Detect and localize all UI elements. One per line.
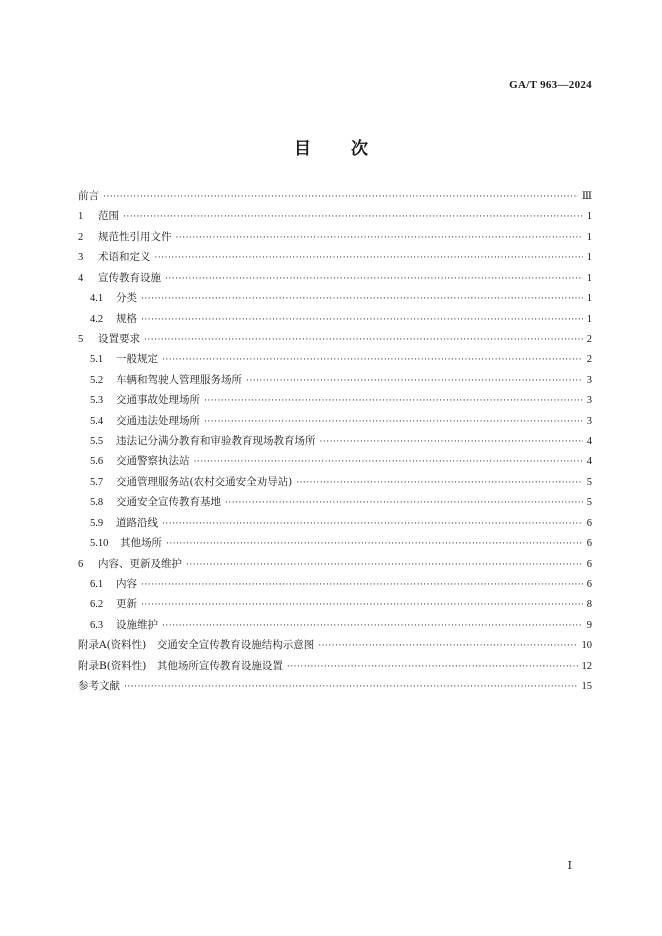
toc-entry-page: 8 <box>586 599 592 611</box>
toc-entry-title: 附录A(资料性) 交通安全宣传教育设施结构示意图 <box>78 639 315 652</box>
toc-leader-dots <box>204 391 583 411</box>
toc-entry-page: 2 <box>586 354 592 366</box>
toc-entry-number: 4.2 <box>90 313 104 325</box>
toc-entry-page: 2 <box>586 333 592 345</box>
toc-entry-page: 1 <box>586 211 592 223</box>
toc-leader-dots <box>124 677 578 697</box>
toc-entry-page: 3 <box>586 374 592 386</box>
toc-entry-title: 术语和定义 <box>98 251 151 264</box>
toc-entry-number: 5.5 <box>90 436 104 448</box>
toc-entry-page: 5 <box>586 476 592 488</box>
toc-entry-title: 更新 <box>116 598 137 611</box>
toc-entry[interactable] <box>78 349 592 369</box>
toc-leader-dots <box>225 493 583 513</box>
toc-entry-page: 1 <box>586 313 592 325</box>
toc-entry-page: 6 <box>586 558 592 570</box>
toc-leader-dots <box>246 371 583 391</box>
toc-entry[interactable] <box>78 206 592 226</box>
toc-entry-title: 宣传教育设施 <box>98 271 161 284</box>
toc-entry[interactable] <box>78 268 592 288</box>
toc-leader-dots <box>162 350 583 370</box>
toc-entry-title: 设施维护 <box>116 618 158 631</box>
toc-entry[interactable] <box>78 513 592 533</box>
toc-entry[interactable] <box>78 309 592 329</box>
toc-entry-page: 5 <box>586 497 592 509</box>
toc-entry-title: 分类 <box>116 292 137 305</box>
toc-entry-title: 范围 <box>98 210 119 223</box>
toc-entry[interactable] <box>78 656 592 676</box>
toc-entry[interactable] <box>78 594 592 614</box>
toc-entry-page: 4 <box>586 456 592 468</box>
toc-entry-page: 3 <box>586 395 592 407</box>
toc-entry[interactable] <box>78 186 592 206</box>
toc-leader-dots <box>141 595 583 615</box>
toc-entry-title: 其他场所 <box>120 537 162 550</box>
toc-entry-number: 5.4 <box>90 415 104 427</box>
toc-leader-dots <box>194 452 583 472</box>
toc-leader-dots <box>141 310 583 330</box>
toc-entry-number: 5.1 <box>90 354 104 366</box>
toc-entry-title: 内容 <box>116 578 137 591</box>
toc-entry-title: 前言 <box>78 190 99 202</box>
toc-leader-dots <box>144 330 583 350</box>
toc-entry-title: 参考文献 <box>78 680 120 693</box>
toc-entry-title: 车辆和驾驶人管理服务场所 <box>116 373 242 386</box>
toc-entry-number: 6.3 <box>90 619 104 631</box>
document-code: GA/T 963—2024 <box>509 79 592 91</box>
toc-entry[interactable] <box>78 472 592 492</box>
toc-entry[interactable] <box>78 492 592 512</box>
toc-entry-page: Ⅲ <box>581 191 592 202</box>
toc-leader-dots <box>141 289 583 309</box>
toc-entry[interactable] <box>78 288 592 308</box>
toc-entry-title: 规范性引用文件 <box>98 230 172 243</box>
toc-entry-title: 内容、更新及维护 <box>98 557 182 570</box>
toc-entry-number: 6.1 <box>90 579 104 591</box>
toc-leader-dots <box>166 534 583 554</box>
toc-leader-dots <box>123 207 583 227</box>
toc-entry-title: 违法记分满分教育和审验教育现场教育场所 <box>116 435 316 448</box>
toc-entry[interactable] <box>78 390 592 410</box>
toc-entry-number: 5.3 <box>90 395 104 407</box>
toc-entry-page: 12 <box>581 660 592 672</box>
toc-entry-page: 6 <box>586 579 592 591</box>
toc-entry-number: 5.10 <box>90 538 109 550</box>
toc-entry[interactable] <box>78 247 592 267</box>
toc-entry-page: 15 <box>581 681 592 693</box>
toc-entry-page: 9 <box>586 619 592 631</box>
toc-leader-dots <box>103 187 578 207</box>
toc-entry-title: 附录B(资料性) 其他场所宣传教育设施设置 <box>78 659 283 672</box>
toc-entry-title: 规格 <box>116 312 137 325</box>
toc-entry-title: 交通警察执法站 <box>116 455 190 468</box>
toc-entry[interactable] <box>78 676 592 696</box>
toc-entry-title: 交通事故处理场所 <box>116 394 200 407</box>
toc-entry-page: 6 <box>586 517 592 529</box>
toc-entry[interactable] <box>78 411 592 431</box>
toc-leader-dots <box>162 616 583 636</box>
toc-leader-dots <box>162 514 583 534</box>
toc-entry[interactable] <box>78 370 592 390</box>
toc-entry-title: 一般规定 <box>116 353 158 366</box>
toc-entry-title: 交通安全宣传教育基地 <box>116 496 221 509</box>
page-title: 目次 <box>294 139 408 159</box>
toc-entry[interactable] <box>78 574 592 594</box>
toc-entry[interactable] <box>78 451 592 471</box>
toc-entry-page: 3 <box>586 415 592 427</box>
toc-entry-number: 5.6 <box>90 456 104 468</box>
toc-entry-number: 6.2 <box>90 599 104 611</box>
toc-leader-dots <box>318 636 577 656</box>
toc-entry-number: 3 <box>78 252 84 264</box>
toc-entry-page: 6 <box>586 538 592 550</box>
toc-entry-number: 5 <box>78 333 84 345</box>
toc-entry-page: 4 <box>586 436 592 448</box>
toc-entry[interactable] <box>78 431 592 451</box>
toc-entry-number: 5.8 <box>90 497 104 509</box>
toc-entry[interactable] <box>78 615 592 635</box>
toc-entry-number: 5.2 <box>90 374 104 386</box>
toc-entry-number: 4.1 <box>90 293 104 305</box>
toc-entry-title: 交通管理服务站(农村交通安全劝导站) <box>116 475 293 488</box>
toc-entry[interactable] <box>78 635 592 655</box>
toc-leader-dots <box>141 575 583 595</box>
toc-entry-page: 10 <box>581 640 592 652</box>
toc-entry[interactable] <box>78 227 592 247</box>
toc-leader-dots <box>155 248 583 268</box>
toc-leader-dots <box>204 412 583 432</box>
toc-entry-page: 1 <box>586 293 592 305</box>
table-of-contents <box>78 186 592 697</box>
toc-leader-dots <box>287 657 578 677</box>
toc-entry-title: 设置要求 <box>98 332 140 345</box>
toc-leader-dots <box>165 269 583 289</box>
toc-entry-number: 1 <box>78 211 84 223</box>
toc-entry[interactable] <box>78 329 592 349</box>
toc-entry-title: 交通违法处理场所 <box>116 414 200 427</box>
toc-entry-page: 1 <box>586 231 592 243</box>
toc-entry-number: 5.9 <box>90 517 104 529</box>
toc-leader-dots <box>320 432 583 452</box>
toc-entry-title: 道路沿线 <box>116 516 158 529</box>
toc-entry-page: 1 <box>586 252 592 264</box>
toc-leader-dots <box>296 473 583 493</box>
toc-entry[interactable] <box>78 533 592 553</box>
toc-leader-dots <box>176 228 583 248</box>
page-number: Ⅰ <box>567 860 572 872</box>
toc-entry-number: 4 <box>78 272 84 284</box>
toc-entry-number: 6 <box>78 558 84 570</box>
toc-entry[interactable] <box>78 554 592 574</box>
toc-entry-number: 5.7 <box>90 476 104 488</box>
toc-entry-page: 1 <box>586 272 592 284</box>
toc-entry-number: 2 <box>78 231 84 243</box>
toc-leader-dots <box>186 555 583 575</box>
